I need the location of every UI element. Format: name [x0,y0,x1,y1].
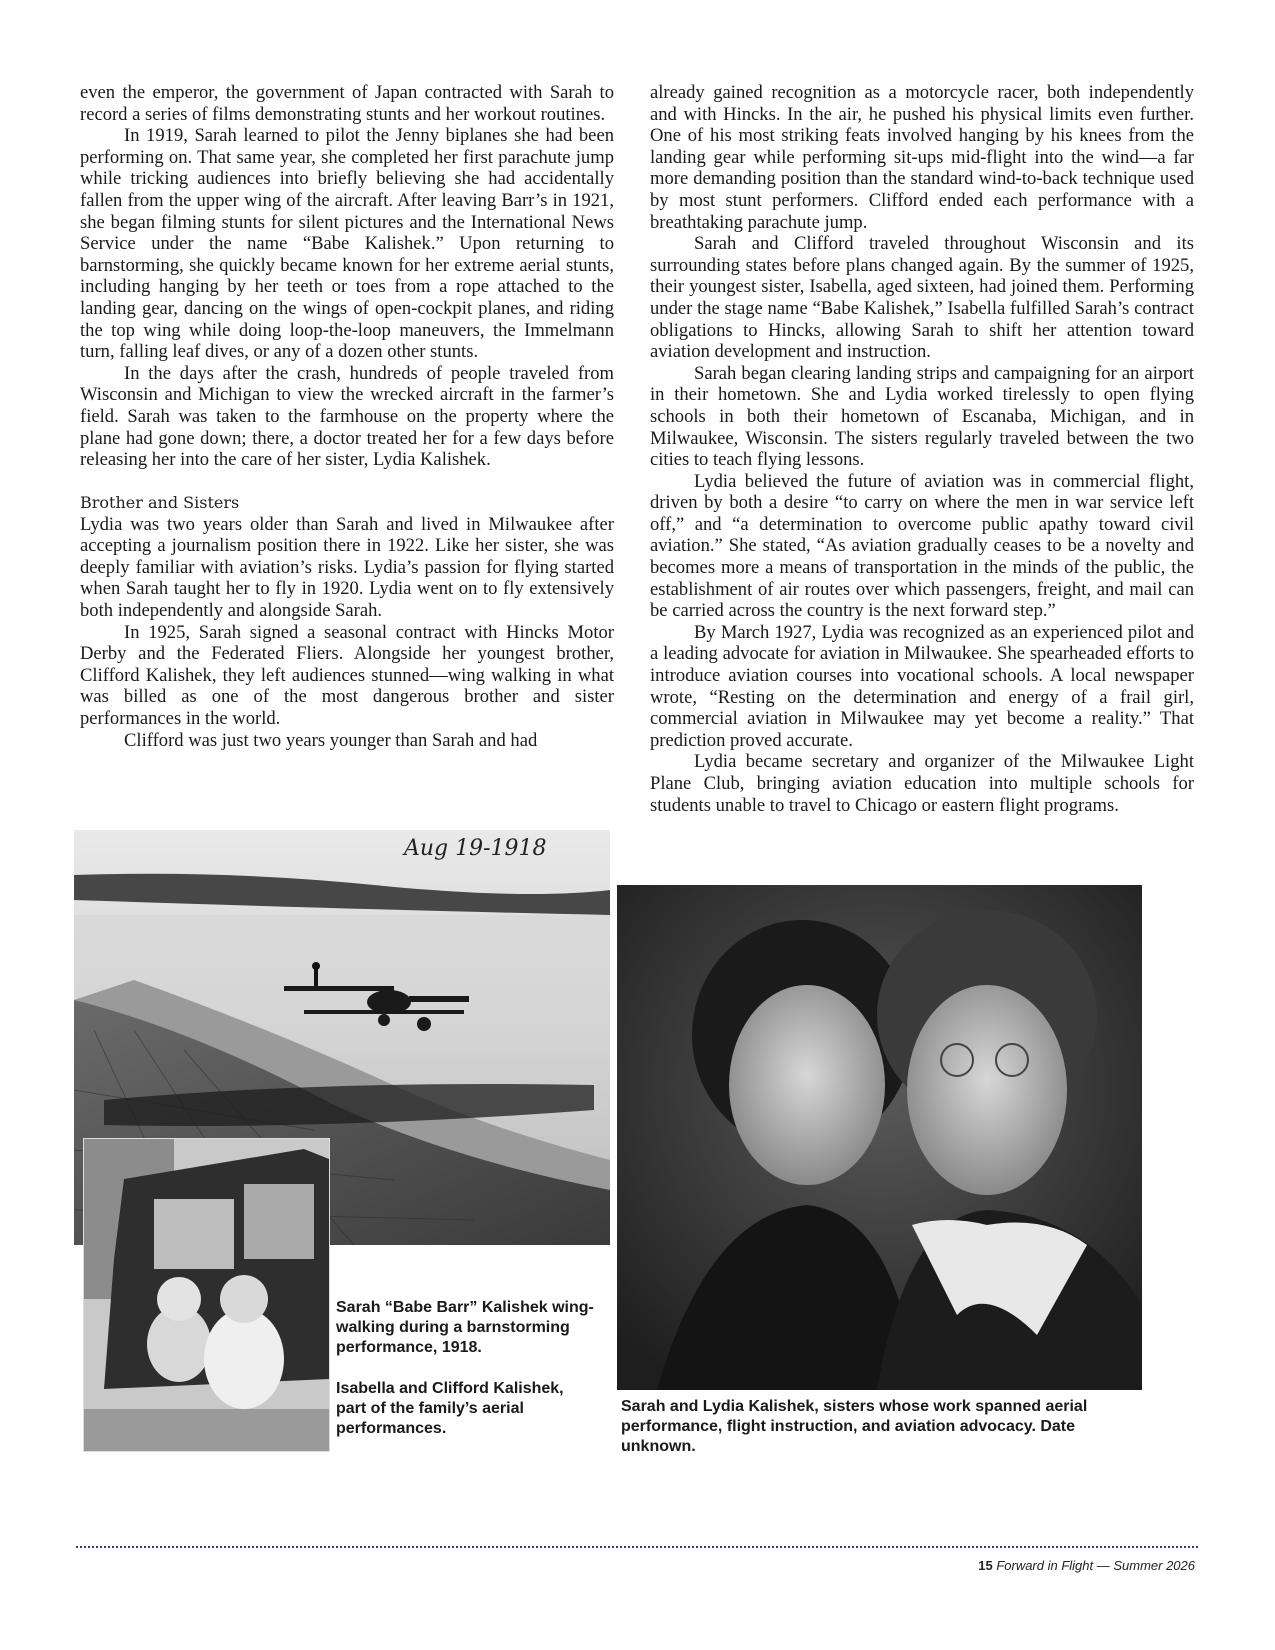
paragraph: In the days after the crash, hundreds of people traveled from Wisconsin and Michigan to view the wrecked aircraft in the farmer’s field. Sarah was taken to the farmhouse on the property where the plane had gone down; there, a doctor treated her for a few days before releasing her into the care of her sister, Lydia Kalishek. [80,362,614,471]
paragraph: even the emperor, the government of Japan contracted with Sarah to record a series of films demonstrating stunts and her workout routines. [80,82,614,125]
caption-aerial: Sarah “Babe Barr” Kalishek wing-walking during a barnstorming performance, 1918. [336,1299,594,1356]
handwritten-date: Aug 19-1918 [404,836,547,861]
publication-title: Forward in Flight — Summer 2026 [996,1558,1195,1573]
paragraph: By March 1927, Lydia was recognized as an experienced pilot and a leading advocate for aviation in Milwaukee. She spearheaded efforts to introduce aviation courses into vocational schools. A local newspaper wrote, “Resting on the determination and energy of a frail girl, commercial aviation in Milwaukee may yet become a reality.” That prediction proved accurate. [650,621,1194,751]
footer-divider [76,1546,1198,1548]
paragraph: In 1919, Sarah learned to pilot the Jenny biplanes she had been performing on. That same year, she completed her first parachute jump while tricking audiences into briefly believing she had accidentally fallen from the upper wing of the aircraft. After leaving Barr’s in 1921, she began filming stunts for silent pictures and the International News Service under the name “Babe Kalishek.” Upon returning to barnstorming, she quickly became known for her extreme aerial stunts, including hanging by her teeth or toes from a rope attached to the landing gear, dancing on the wings of open-cockpit planes, and riding the top wing while doing loop-the-loop maneuvers, the Immelmann turn, falling leaf dives, or any of a dozen other stunts. [80,125,614,363]
paragraph: Lydia became secretary and organizer of the Milwaukee Light Plane Club, bringing aviation education into multiple schools for students unable to travel to Chicago or eastern flight programs. [650,751,1194,816]
paragraph: Clifford was just two years younger than Sarah and had [124,729,538,751]
paragraph: Lydia was two years older than Sarah and lived in Milwaukee after accepting a journalism position there in 1922. Like her sister, she was deeply familiar with aviation’s risks. Lydia’s passion for flying started when Sarah taught her to fly in 1920. Lydia went on to fly extensively both independently and alongside Sarah. [80,513,614,622]
paragraph: already gained recognition as a motorcycle racer, both independently and with Hincks. In the air, he pushed his physical limits even further. One of his most striking feats involved hanging by his knees from the landing gear while performing sit-ups mid-flight into the wind—a far more demanding position than the standard wind-to-back technique used by most stunt performers. Clifford ended each performance with a breathtaking parachute jump. [650,82,1194,233]
caption-car: Isabella and Clifford Kalishek, part of the family’s aerial performances. [336,1380,564,1437]
car-photo [83,1138,330,1452]
page-footer [978,1558,1195,1573]
paragraph: In 1925, Sarah signed a seasonal contract with Hincks Motor Derby and the Federated Fliers. Alongside her youngest brother, Clifford Kalishek, they left audiences stunned—wing walking in what was billed as one of the most dangerous brother and sister performances in the world. [80,621,614,730]
left-column [80,82,614,751]
right-column [650,82,1194,816]
sisters-portrait-photo [617,885,1142,1390]
caption-sisters: Sarah and Lydia Kalishek, sisters whose work spanned aerial performance, flight instruction, and aviation advocacy. Date unknown. [621,1398,1088,1455]
paragraph: Lydia believed the future of aviation was in commercial flight, driven by both a desire “to carry on where the men in war service left off,” and “a determination to overcome public apathy toward civil aviation.” She stated, “As aviation gradually ceases to be a novelty and becomes more a means of transportation in the minds of the public, the establishment of air routes over which passengers, freight, and mail can be carried across the country is the next forward step.” [650,470,1194,622]
section-subheading: Brother and Sisters [80,492,240,512]
paragraph: Sarah began clearing landing strips and campaigning for an airport in their hometown. She and Lydia worked tirelessly to open flying schools in both their hometown of Escanaba, Michigan, and in Milwaukee, Wisconsin. The sisters regularly traveled between the two cities to teach flying lessons. [650,362,1194,471]
page-number: 15 [978,1558,993,1573]
paragraph: Sarah and Clifford traveled throughout Wisconsin and its surrounding states before plans changed again. By the summer of 1925, their youngest sister, Isabella, aged sixteen, had joined them. Performing under the stage name “Babe Kalishek,” Isabella fulfilled Sarah’s contract obligations to Hincks, allowing Sarah to shift her attention toward aviation development and instruction. [650,233,1194,363]
